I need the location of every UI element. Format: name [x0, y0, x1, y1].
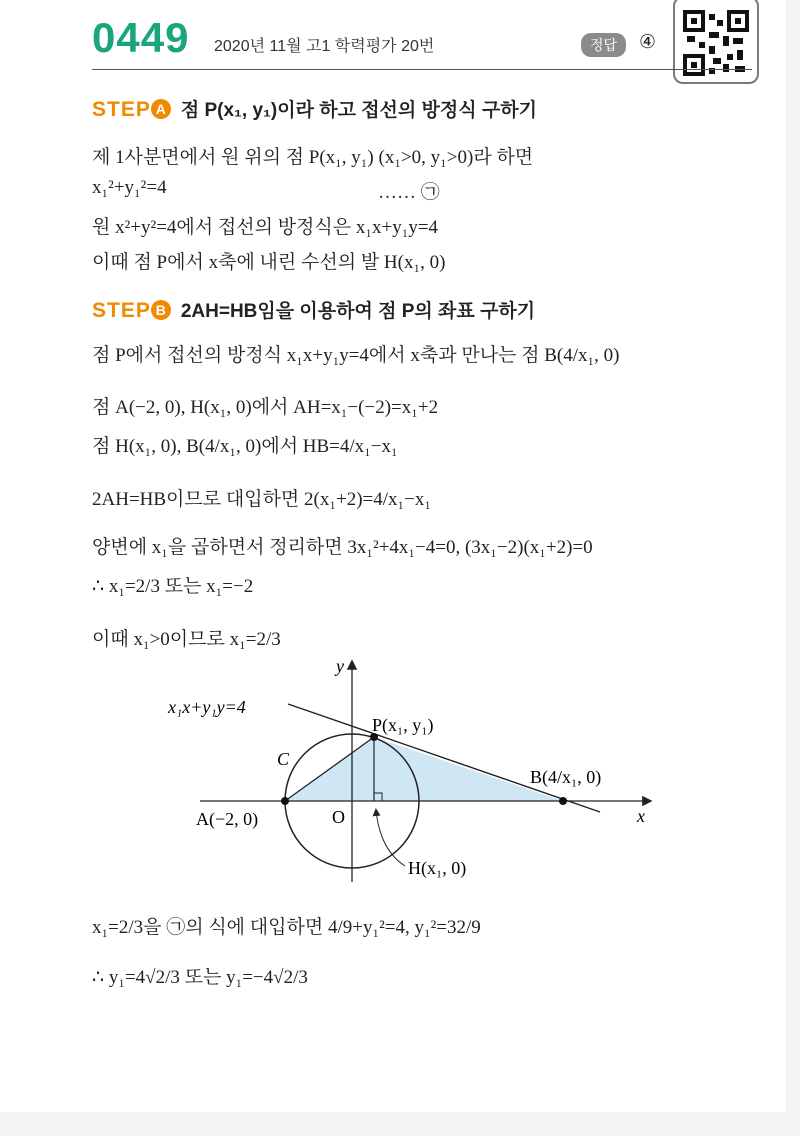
step-a-line-2: x₁²+y₁²=4 [92, 177, 167, 198]
step-b-line-6: ∴ x₁=2/3 또는 x₁=−2 [92, 576, 254, 597]
geometry-figure [0, 650, 786, 890]
step-a-heading [92, 95, 537, 122]
triangle-apb [285, 737, 563, 801]
step-b-title: 2AH=HB임을 이용하여 점 P의 좌표 구하기 [180, 301, 536, 322]
x-axis-label: x [637, 806, 645, 826]
conclusion-line-2: ∴ y₁=4√2/3 또는 y₁=−4√2/3 [92, 967, 308, 988]
b-label: B(4/x₁, 0) [530, 767, 602, 787]
step-b-line-7: 이때 x₁>0이므로 x₁=2/3 [92, 629, 281, 650]
step-a-line-1: 제 1사분면에서 원 위의 점 P(x₁, y₁) (x₁>0, y₁>0)라 하면 [92, 147, 534, 168]
step-a-line-3: 원 x²+y²=4에서 접선의 방정식은 x₁x+y₁y=4 [92, 217, 439, 238]
step-a-title: 점 P(x₁, y₁)이라 하고 접선의 방정식 구하기 [180, 100, 537, 121]
p-label: P(x₁, y₁) [372, 715, 434, 735]
step-a-ref-mark: …… ㉠ [378, 182, 440, 203]
problem-number: 0449 [92, 14, 190, 61]
step-b-heading [92, 296, 535, 323]
qr-code[interactable] [673, 0, 759, 84]
step-b-line-5: 양변에 x₁을 곱하면서 정리하면 3x₁²+4x₁−4=0, (3x₁−2)(x₁+2)=0 [92, 537, 593, 558]
conclusion-line-1: x₁=2/3을 ㉠의 식에 대입하면 4/9+y₁²=4, y₁²=32/9 [92, 917, 481, 938]
tangent-label: x₁x+y₁y=4 [168, 697, 246, 717]
qr-code-icon [683, 10, 749, 76]
y-axis-label: y [336, 656, 344, 676]
step-b-tag: STEP [92, 299, 151, 322]
h-label: H(x₁, 0) [408, 858, 467, 878]
a-label: A(−2, 0) [196, 809, 259, 829]
point-a [281, 797, 289, 805]
step-b-line-3: 점 H(x₁, 0), B(4/x₁, 0)에서 HB=4/x₁−x₁ [92, 436, 398, 457]
step-b-line-4: 2AH=HB이므로 대입하면 2(x₁+2)=4/x₁−x₁ [92, 489, 431, 510]
step-a-letter: A [151, 99, 171, 119]
step-a-line-4: 이때 점 P에서 x축에 내린 수선의 발 H(x₁, 0) [92, 252, 446, 273]
answer-value: ④ [639, 32, 657, 53]
o-label: O [332, 807, 345, 827]
problem-source: 2020년 11월 고1 학력평가 20번 [214, 38, 435, 55]
point-b [559, 797, 567, 805]
header-divider [92, 69, 752, 70]
step-b-line-1: 점 P에서 접선의 방정식 x₁x+y₁y=4에서 x축과 만나는 점 B(4/x₁, 0) [92, 345, 620, 366]
c-label: C [277, 749, 290, 769]
step-b-line-2: 점 A(−2, 0), H(x₁, 0)에서 AH=x₁−(−2)=x₁+2 [92, 397, 439, 418]
step-a-tag: STEP [92, 98, 151, 121]
answer-badge: 정답 [581, 33, 626, 57]
h-leader [376, 810, 405, 866]
step-b-letter: B [151, 300, 171, 320]
